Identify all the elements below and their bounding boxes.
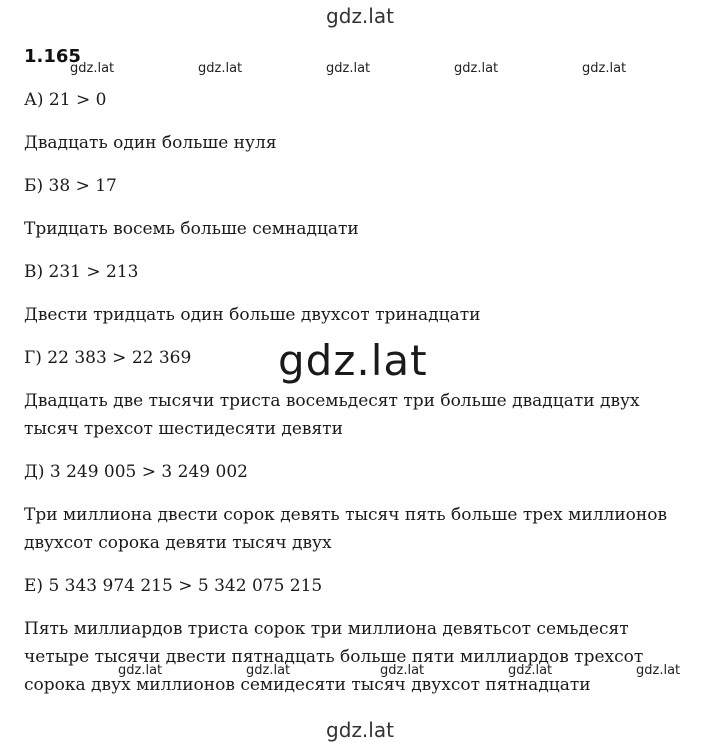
watermark-bottom: gdz.lat bbox=[326, 718, 394, 742]
item-v-text: Двести тридцать один больше двухсот тринадцати bbox=[24, 305, 481, 325]
item-e-text-line-2: четыре тысячи двести пятнадцать больше пяти миллиардов трехсот bbox=[24, 647, 644, 667]
item-a-expression: А) 21 > 0 bbox=[24, 90, 107, 110]
item-e-expression: Е) 5 343 974 215 > 5 342 075 215 bbox=[24, 576, 323, 596]
item-d-expression: Д) 3 249 005 > 3 249 002 bbox=[24, 462, 248, 482]
item-b-text: Тридцать восемь больше семнадцати bbox=[24, 219, 359, 239]
watermark-small: gdz.lat bbox=[636, 663, 681, 678]
watermark-small: gdz.lat bbox=[508, 663, 553, 678]
answer-list bbox=[24, 86, 714, 699]
item-d-text-line-2: двухсот сорока девяти тысяч двух bbox=[24, 533, 332, 553]
watermark-small: gdz.lat bbox=[246, 663, 291, 678]
watermark-center: gdz.lat bbox=[278, 336, 428, 385]
watermark-small: gdz.lat bbox=[198, 61, 243, 76]
item-g-text-line-1: Двадцать две тысячи триста восемьдесят три больше двадцати двух bbox=[24, 391, 640, 411]
item-g-text-line-2: тысяч трехсот шестидесяти девяти bbox=[24, 419, 343, 439]
item-e-text-line-3: сорока двух миллионов семидесяти тысяч двухсот пятнадцати bbox=[24, 675, 591, 695]
watermark-small: gdz.lat bbox=[326, 61, 371, 76]
item-g-expression: Г) 22 383 > 22 369 bbox=[24, 348, 192, 368]
watermark-small: gdz.lat bbox=[582, 61, 627, 76]
watermark-small: gdz.lat bbox=[454, 61, 499, 76]
watermark-small: gdz.lat bbox=[70, 61, 115, 76]
item-d-text-line-1: Три миллиона двести сорок девять тысяч пять больше трех миллионов bbox=[24, 505, 668, 525]
task-number: 1.165 bbox=[24, 46, 81, 67]
item-v-expression: В) 231 > 213 bbox=[24, 262, 139, 282]
item-a-text: Двадцать один больше нуля bbox=[24, 133, 277, 153]
item-e-text-line-1: Пять миллиардов триста сорок три миллиона девятьсот семьдесят bbox=[24, 619, 629, 639]
item-b-expression: Б) 38 > 17 bbox=[24, 176, 117, 196]
watermark-small: gdz.lat bbox=[380, 663, 425, 678]
watermark-small: gdz.lat bbox=[118, 663, 163, 678]
watermark-top: gdz.lat bbox=[326, 4, 394, 28]
